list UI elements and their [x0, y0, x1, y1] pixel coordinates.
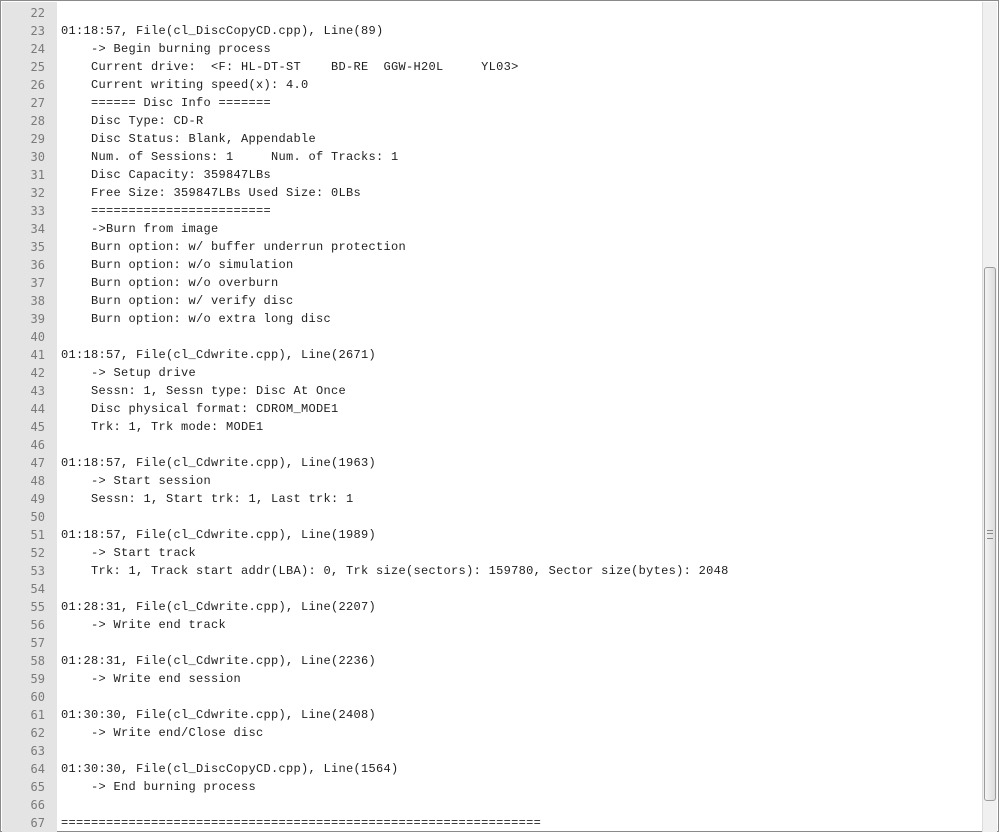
line-text: Free Size: 359847LBs Used Size: 0LBs	[61, 186, 362, 200]
scrollbar-thumb[interactable]	[984, 267, 996, 801]
log-line[interactable]	[2, 742, 982, 760]
log-line[interactable]	[2, 652, 982, 670]
line-number: 52	[30, 546, 45, 560]
log-line[interactable]	[2, 706, 982, 724]
log-line[interactable]	[2, 526, 982, 544]
log-line[interactable]	[2, 418, 982, 436]
line-text: Current writing speed(x): 4.0	[61, 78, 309, 92]
line-text: Trk: 1, Track start addr(LBA): 0, Trk size(sectors): 159780, Sector size(bytes): 2048	[61, 564, 729, 578]
log-line[interactable]	[2, 274, 982, 292]
line-text: ========================	[61, 204, 272, 218]
log-line[interactable]	[2, 634, 982, 652]
log-line[interactable]	[2, 346, 982, 364]
line-text: 01:18:57, File(cl_DiscCopyCD.cpp), Line(89)	[61, 24, 384, 38]
log-line[interactable]	[2, 670, 982, 688]
line-number: 45	[30, 420, 45, 434]
line-number: 57	[30, 636, 45, 650]
line-number: 41	[30, 348, 45, 362]
line-text: -> End burning process	[61, 780, 257, 794]
line-text: -> Write end session	[61, 672, 242, 686]
line-text: Current drive: <F: HL-DT-ST BD-RE GGW-H20L YL03>	[61, 60, 519, 74]
line-number: 34	[30, 222, 45, 236]
log-line[interactable]	[2, 184, 982, 202]
scroll-grip-icon	[987, 530, 993, 539]
line-number: 39	[30, 312, 45, 326]
line-text: 01:30:30, File(cl_Cdwrite.cpp), Line(2408)	[61, 708, 377, 722]
log-line[interactable]	[2, 364, 982, 382]
line-text: Trk: 1, Trk mode: MODE1	[61, 420, 264, 434]
log-line[interactable]	[2, 112, 982, 130]
line-number: 22	[30, 6, 45, 20]
log-line[interactable]	[2, 688, 982, 706]
line-text: Burn option: w/ buffer underrun protection	[61, 240, 407, 254]
line-number: 43	[30, 384, 45, 398]
line-number: 47	[30, 456, 45, 470]
line-number: 46	[30, 438, 45, 452]
log-line[interactable]	[2, 202, 982, 220]
line-number: 53	[30, 564, 45, 578]
line-text: 01:18:57, File(cl_Cdwrite.cpp), Line(1989)	[61, 528, 377, 542]
line-text: Disc Status: Blank, Appendable	[61, 132, 317, 146]
line-number: 55	[30, 600, 45, 614]
line-text: -> Write end track	[61, 618, 227, 632]
line-number: 35	[30, 240, 45, 254]
line-text: ->Burn from image	[61, 222, 219, 236]
log-line[interactable]	[2, 40, 982, 58]
line-number: 51	[30, 528, 45, 542]
log-line[interactable]	[2, 400, 982, 418]
line-text: Disc Capacity: 359847LBs	[61, 168, 272, 182]
line-number: 49	[30, 492, 45, 506]
log-line[interactable]	[2, 382, 982, 400]
line-number: 24	[30, 42, 45, 56]
log-line[interactable]	[2, 598, 982, 616]
log-line[interactable]	[2, 166, 982, 184]
log-line[interactable]	[2, 220, 982, 238]
line-number: 42	[30, 366, 45, 380]
log-lines	[2, 4, 982, 832]
log-line[interactable]	[2, 256, 982, 274]
line-number: 32	[30, 186, 45, 200]
line-text: Burn option: w/o simulation	[61, 258, 294, 272]
line-number: 38	[30, 294, 45, 308]
line-number: 26	[30, 78, 45, 92]
line-number: 23	[30, 24, 45, 38]
log-line[interactable]	[2, 292, 982, 310]
line-number: 31	[30, 168, 45, 182]
log-line[interactable]	[2, 94, 982, 112]
line-text: Disc physical format: CDROM_MODE1	[61, 402, 339, 416]
log-line[interactable]	[2, 778, 982, 796]
log-line[interactable]	[2, 454, 982, 472]
line-number: 36	[30, 258, 45, 272]
line-number: 64	[30, 762, 45, 776]
line-text: 01:28:31, File(cl_Cdwrite.cpp), Line(2236)	[61, 654, 377, 668]
log-line[interactable]	[2, 490, 982, 508]
line-text: -> Start track	[61, 546, 197, 560]
log-line[interactable]	[2, 76, 982, 94]
line-number: 65	[30, 780, 45, 794]
line-number: 67	[30, 816, 45, 830]
line-number: 40	[30, 330, 45, 344]
line-number: 29	[30, 132, 45, 146]
log-line[interactable]	[2, 814, 982, 832]
log-line[interactable]	[2, 616, 982, 634]
log-line[interactable]	[2, 238, 982, 256]
line-text: Burn option: w/ verify disc	[61, 294, 294, 308]
line-text: Sessn: 1, Sessn type: Disc At Once	[61, 384, 347, 398]
line-number: 59	[30, 672, 45, 686]
line-text: Burn option: w/o extra long disc	[61, 312, 332, 326]
log-line[interactable]	[2, 148, 982, 166]
line-text: Disc Type: CD-R	[61, 114, 204, 128]
line-number: 30	[30, 150, 45, 164]
line-number: 63	[30, 744, 45, 758]
line-text: 01:18:57, File(cl_Cdwrite.cpp), Line(1963)	[61, 456, 377, 470]
line-number: 37	[30, 276, 45, 290]
log-line[interactable]	[2, 436, 982, 454]
line-number: 66	[30, 798, 45, 812]
log-line[interactable]	[2, 22, 982, 40]
log-line[interactable]	[2, 58, 982, 76]
log-line[interactable]	[2, 508, 982, 526]
log-line[interactable]	[2, 130, 982, 148]
line-text: Num. of Sessions: 1 Num. of Tracks: 1	[61, 150, 399, 164]
log-line[interactable]	[2, 328, 982, 346]
line-number: 60	[30, 690, 45, 704]
line-text: 01:30:30, File(cl_DiscCopyCD.cpp), Line(1564)	[61, 762, 399, 776]
log-line[interactable]	[2, 580, 982, 598]
line-number: 50	[30, 510, 45, 524]
line-number: 28	[30, 114, 45, 128]
line-number: 48	[30, 474, 45, 488]
log-line[interactable]	[2, 310, 982, 328]
line-text: 01:18:57, File(cl_Cdwrite.cpp), Line(2671)	[61, 348, 377, 362]
line-text: Burn option: w/o overburn	[61, 276, 279, 290]
log-line[interactable]	[2, 796, 982, 814]
log-line[interactable]	[2, 562, 982, 580]
line-text: -> Setup drive	[61, 366, 197, 380]
line-text: Sessn: 1, Start trk: 1, Last trk: 1	[61, 492, 354, 506]
log-line[interactable]	[2, 472, 982, 490]
log-line[interactable]	[2, 544, 982, 562]
line-text: -> Start session	[61, 474, 212, 488]
line-number: 54	[30, 582, 45, 596]
line-number: 62	[30, 726, 45, 740]
line-number: 56	[30, 618, 45, 632]
log-line[interactable]	[2, 4, 982, 22]
line-number: 27	[30, 96, 45, 110]
log-line[interactable]	[2, 760, 982, 778]
log-line[interactable]	[2, 724, 982, 742]
line-text: -> Begin burning process	[61, 42, 272, 56]
line-text: 01:28:31, File(cl_Cdwrite.cpp), Line(2207)	[61, 600, 377, 614]
line-number: 61	[30, 708, 45, 722]
line-number: 58	[30, 654, 45, 668]
line-number: 44	[30, 402, 45, 416]
line-text: ================================================================	[61, 816, 542, 830]
line-text: -> Write end/Close disc	[61, 726, 264, 740]
line-number: 33	[30, 204, 45, 218]
line-text: ====== Disc Info =======	[61, 96, 272, 110]
line-number: 25	[30, 60, 45, 74]
vertical-scrollbar[interactable]	[982, 2, 997, 832]
